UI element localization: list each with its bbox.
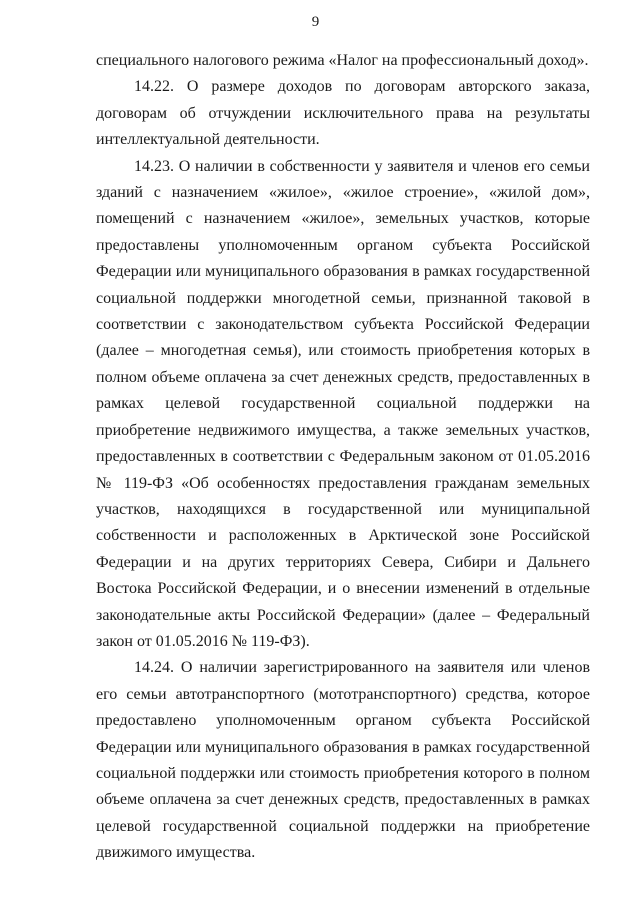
paragraph-14-23: 14.23. О наличии в собственности у заявителя и членов его семьи зданий с назначением «жилое», «жилое строение», «жилой дом», помещений с назначением «жилое», земельных участков, которые предоставлены уполномоченным органом субъекта Российской Федерации или муниципального образования в рамках государственной социальной поддержки многодетной семьи, признанной таковой в соответствии с законодательством субъекта Российской Федерации (далее – многодетная семья), или стоимость приобретения которых в полном объеме оплачена за счет денежных средств, предоставленных в рамках целевой государственной социальной поддержки на приобретение недвижимого имущества, а также земельных участков, предоставленных в соответствии с Федеральным законом от 01.05.2016 № 119-ФЗ «Об особенностях предоставления гражданам земельных участков, находящихся в государственной или муниципальной собственности и расположенных в Арктической зоне Российской Федерации и на других территориях Севера, Сибири и Дальнего Востока Российской Федерации, и о внесении изменений в отдельные законодательные акты Российской Федерации» (далее – Федеральный закон от 01.05.2016 № 119-ФЗ). [96, 157, 590, 650]
paragraph-14-24: 14.24. О наличии зарегистрированного на заявителя или членов его семьи автотранспортного (мототранспортного) средства, которое предоставлено уполномоченным органом субъекта Российской Федерации или муниципального образования в рамках государственной социальной поддержки или стоимость приобретения которого в полном объеме оплачена за счет денежных средств, предоставленных в рамках целевой государственной социальной поддержки на приобретение движимого имущества. [96, 659, 590, 862]
paragraph-14-22: 14.22. О размере доходов по договорам авторского заказа, договорам об отчуждении исключительного права на результаты интеллектуальной деятельности. [96, 78, 590, 149]
paragraph-continuation: специального налогового режима «Налог на профессиональный доход». [96, 52, 589, 69]
page-number: 9 [311, 14, 320, 30]
document-body [96, 48, 590, 867]
